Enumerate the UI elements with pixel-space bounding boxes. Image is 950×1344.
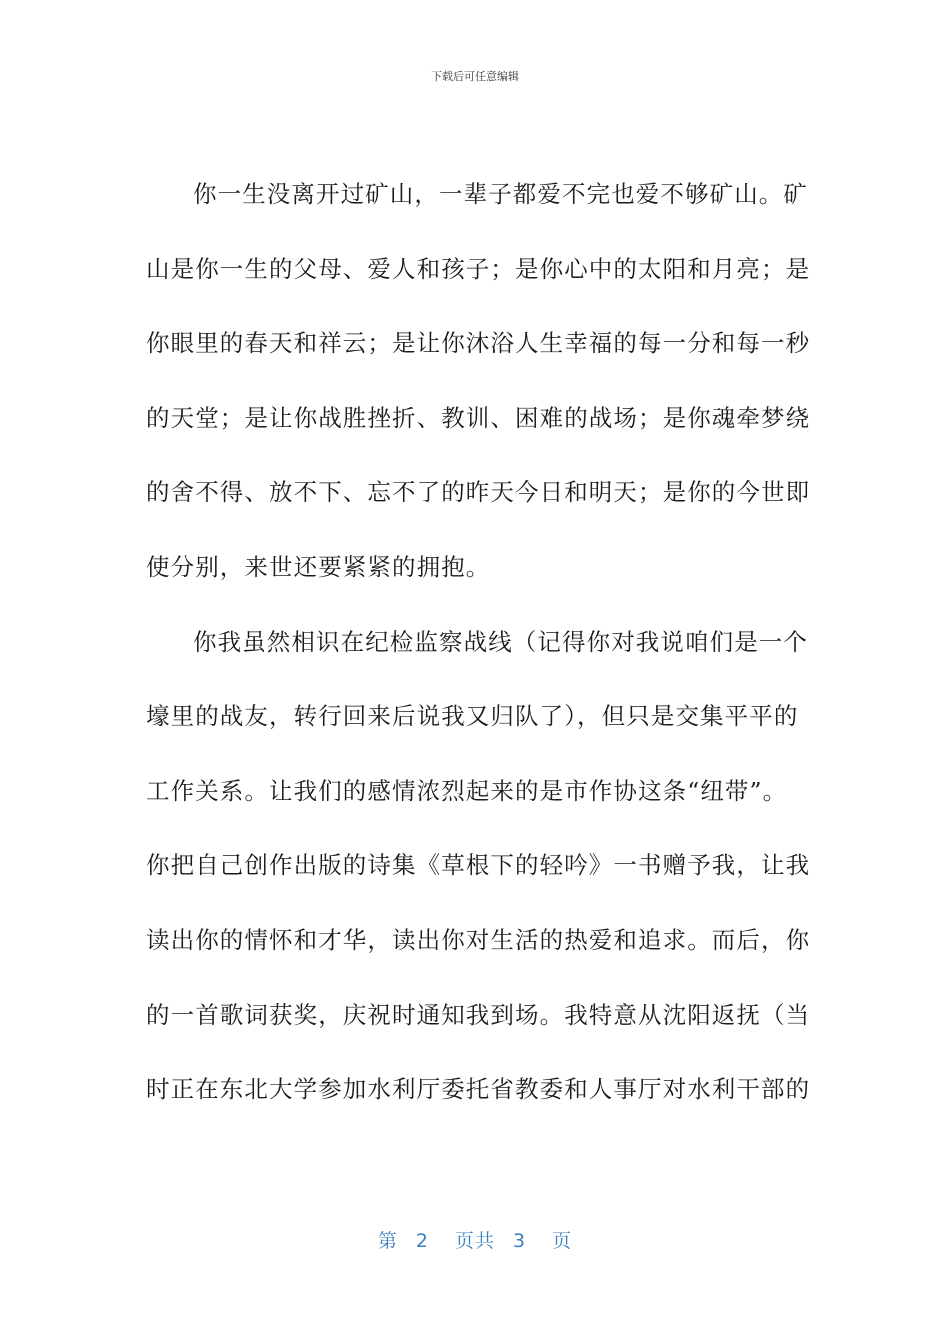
paragraph-line: 使分别，来世还要紧紧的拥抱。 [146, 552, 491, 581]
paragraph-line: 的舍不得、放不下、忘不了的昨天今日和明天；是你的今世即 [146, 478, 811, 507]
paragraph-line: 读出你的情怀和才华，读出你对生活的热爱和追求。而后，你 [146, 925, 811, 954]
header-note: 下载后可任意编辑 [431, 70, 519, 83]
page-footer [0, 1226, 950, 1253]
paragraph-line: 你一生没离开过矿山，一辈子都爱不完也爱不够矿山。矿 [193, 180, 808, 208]
paragraph-line: 的天堂；是让你战胜挫折、教训、困难的战场；是你魂牵梦绕 [146, 403, 811, 432]
footer-page-end: 页 [552, 1230, 573, 1252]
paragraph-line: 壕里的战友，转行回来后说我又归队了），但只是交集平平的 [146, 702, 799, 731]
paragraph-line: 你我虽然相识在纪检监察战线（记得你对我说咱们是一个 [193, 627, 808, 656]
body-text [146, 171, 811, 1141]
paragraph-line: 你眼里的春天和祥云；是让你沐浴人生幸福的每一分和每一秒 [146, 329, 811, 358]
paragraph-line: 工作关系。让我们的感情浓烈起来的是市作协这条“纽带”。 [146, 776, 788, 805]
paragraph-line: 的一首歌词获奖，庆祝时通知我到场。我特意从沈阳返抚（当 [146, 1000, 811, 1029]
footer-page-mid: 页共 [454, 1230, 495, 1252]
paragraph-line: 时正在东北大学参加水利厅委托省教委和人事厅对水利干部的 [146, 1075, 811, 1104]
footer-page-word: 第 [377, 1230, 398, 1252]
footer-page-total: 3 [513, 1230, 527, 1252]
footer-page-number: 2 [415, 1230, 429, 1252]
paragraph-line: 你把自己创作出版的诗集《草根下的轻吟》一书赠予我，让我 [146, 851, 811, 880]
paragraph-line: 山是你一生的父母、爱人和孩子；是你心中的太阳和月亮；是 [146, 254, 811, 283]
